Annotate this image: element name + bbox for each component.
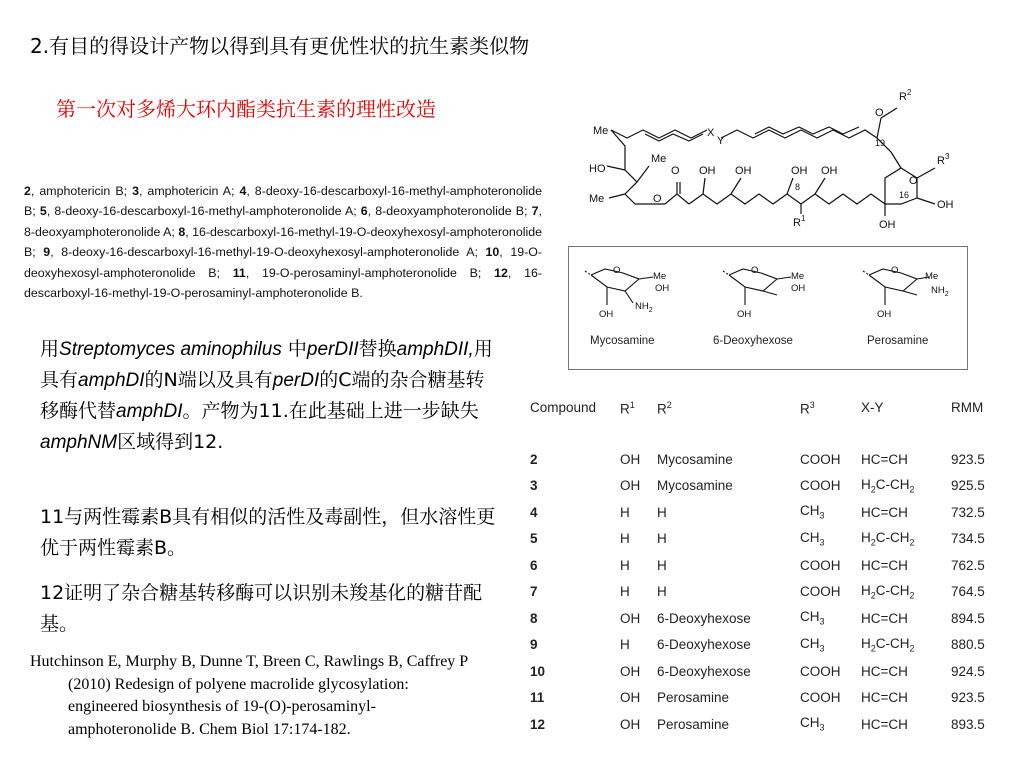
sugar-label: O — [751, 265, 759, 276]
table-row — [530, 499, 1000, 526]
sugar-name-6-deoxyhexose: 6-Deoxyhexose — [713, 335, 793, 347]
structure-label: 19 — [875, 138, 886, 148]
cell-r2: H — [657, 584, 667, 600]
paragraph-activity: 11与两性霉素B具有相似的活性及毒副性，但水溶性更优于两性霉素B。 — [40, 506, 496, 559]
cell-compound: 2 — [530, 451, 538, 467]
p1-text: 区域得到12. — [117, 431, 224, 453]
cell-rmm: 734.5 — [951, 531, 985, 547]
structure-label: 16 — [899, 190, 910, 200]
sugar-structures-panel — [568, 246, 968, 370]
cell-xy: $H_2C-CH_2$ — [861, 582, 915, 601]
sugar-label: O — [613, 265, 621, 276]
macrolide-structure-diagram — [585, 82, 965, 242]
sugar-label: Me — [791, 271, 805, 282]
cell-r3: COOH — [800, 478, 841, 494]
sugar-label: O — [891, 265, 899, 276]
table-row — [530, 579, 1000, 606]
cell-compound: 7 — [530, 584, 538, 600]
cell-r2: H — [657, 504, 667, 520]
cell-r3: COOH — [800, 584, 841, 600]
cell-r2: H — [657, 557, 667, 573]
caption-compound-number: 2 — [24, 184, 31, 198]
cell-xy: HC=CH — [861, 690, 908, 706]
sugar-name-perosamine: Perosamine — [867, 335, 929, 347]
cell-r2: 6-Deoxyhexose — [657, 663, 751, 679]
structure-label: O — [671, 165, 680, 177]
table-header-row — [530, 400, 1000, 428]
structure-label: OH — [699, 165, 716, 177]
p1-text: 替换 — [358, 338, 397, 360]
paragraph-conclusion: 12证明了杂合糖基转移酶可以识别未羧基化的糖苷配基。 — [40, 582, 483, 635]
compound-table — [530, 400, 1000, 738]
cell-rmm: 764.5 — [951, 584, 985, 600]
cell-xy: HC=CH — [861, 663, 908, 679]
cell-r1: OH — [620, 690, 641, 706]
cell-xy: $H_2C-CH_2$ — [861, 529, 915, 548]
p1-text: 用 — [40, 338, 60, 360]
p1-text: 中 — [281, 338, 307, 360]
caption-compound-number: 11 — [232, 265, 246, 280]
cell-rmm: 893.5 — [951, 716, 985, 732]
cell-r2: Mycosamine — [657, 451, 733, 467]
caption-compound-name: , 16-descarboxyl-16-methyl-19-O-perosaminyl-amphoteronolide B. — [24, 265, 542, 301]
cell-r1: OH — [620, 663, 641, 679]
slide-title: 2.有目的得设计产物以得到具有更优性状的抗生素类似物 — [30, 34, 530, 58]
table-row — [530, 711, 1000, 738]
structure-label: O — [653, 193, 662, 205]
table-row — [530, 552, 1000, 579]
structure-label: OH — [735, 165, 752, 177]
caption-compound-number: 4 — [239, 184, 247, 198]
p1-text: 的C端的杂合糖基转移酶代替 — [40, 369, 485, 422]
cell-compound: 9 — [530, 637, 538, 653]
cell-r1: OH — [620, 610, 641, 626]
structure-label: $R^3$ — [937, 152, 950, 167]
p1-gene: amphNM — [40, 432, 118, 453]
cell-r1: H — [620, 584, 630, 600]
p1-gene: perDII — [306, 339, 359, 360]
caption-compound-name: , amphotericin B; — [30, 184, 133, 198]
caption-compound-name: , 8-deoxy-16-descarboxyl-16-methyl-amphoteronolide A; — [46, 204, 361, 219]
cell-r2: Perosamine — [657, 690, 730, 706]
table-row — [530, 685, 1000, 712]
table-row — [530, 632, 1000, 659]
structure-label: 8 — [795, 182, 801, 192]
structure-label: O — [875, 107, 884, 119]
cell-compound: 5 — [530, 531, 538, 547]
p1-text: 。产物为11.在此基础上进一步缺失 — [182, 400, 479, 422]
caption-compound-name: , 19-O-perosaminyl-amphoteronolide B; — [245, 265, 495, 280]
caption-compound-number: 10 — [485, 245, 500, 260]
cell-xy: $H_2C-CH_2$ — [861, 635, 915, 654]
cell-xy: HC=CH — [861, 716, 908, 732]
caption-compound-number: 3 — [132, 184, 139, 198]
cell-compound: 4 — [530, 504, 538, 520]
header-rmm: RMM — [951, 400, 984, 415]
slide-subtitle: 第一次对多烯大环内酯类抗生素的理性改造 — [56, 97, 436, 121]
cell-rmm: 880.5 — [951, 637, 985, 653]
structure-label: OH — [791, 165, 808, 177]
cell-r3: COOH — [800, 557, 841, 573]
cell-r1: H — [620, 557, 630, 573]
p1-text: 的N端以及具有 — [144, 369, 273, 391]
cell-rmm: 925.5 — [951, 478, 985, 494]
sugar-label: OH — [791, 283, 806, 294]
cell-r3: COOH — [800, 663, 841, 679]
cell-r3: $CH_3$ — [800, 609, 825, 628]
cell-r3: COOH — [800, 451, 841, 467]
cell-xy: HC=CH — [861, 610, 908, 626]
cell-r2: 6-Deoxyhexose — [657, 637, 751, 653]
caption-compound-name: , 16-descarboxyl-16-methyl-19-O-deoxyhexosyl-amphoteronolide B; — [24, 224, 542, 260]
caption-compound-number: 9 — [43, 245, 51, 260]
cell-compound: 12 — [530, 716, 546, 732]
caption-compound-name: , 8-deoxy-16-descarboxyl-16-methyl-amphoteronolide B; — [24, 184, 542, 219]
p1-gene: amphDI — [78, 370, 145, 391]
sugar-label: $NH_2$ — [931, 285, 949, 298]
caption-compound-name: , 8-deoxyamphoteronolide B; — [367, 204, 532, 219]
caption-compound-number: 12 — [494, 265, 508, 280]
p1-species: Streptomyces aminophilus — [59, 339, 282, 360]
paragraph-gene-swap — [40, 334, 500, 458]
figure-caption — [24, 181, 542, 303]
structure-label: Me — [593, 125, 609, 137]
cell-r3: $CH_3$ — [800, 503, 825, 522]
caption-compound-name: , 8-deoxyamphoteronolide A; — [24, 204, 542, 239]
header-xy: X-Y — [861, 400, 884, 415]
cell-rmm: 923.5 — [951, 451, 985, 467]
caption-compound-number: 8 — [178, 224, 186, 239]
cell-r3: $CH_3$ — [800, 715, 825, 734]
structure-label: $R^1$ — [793, 214, 806, 229]
cell-rmm: 923.5 — [951, 690, 985, 706]
structure-label: Me — [651, 153, 667, 165]
header-compound: Compound — [530, 400, 597, 415]
cell-rmm: 732.5 — [951, 504, 985, 520]
cell-r1: H — [620, 531, 630, 547]
cell-compound: 8 — [530, 610, 538, 626]
cell-r3: $CH_3$ — [800, 529, 825, 548]
caption-compound-name: , 8-deoxy-16-descarboxyl-16-methyl-19-O-deoxyhexosyl-amphoteronolide A; — [50, 245, 486, 260]
cell-r3: COOH — [800, 690, 841, 706]
cell-compound: 10 — [530, 663, 546, 679]
structure-label: OH — [821, 165, 838, 177]
sugar-label: Me — [925, 271, 939, 282]
caption-compound-name: , 19-O-deoxyhexosyl-amphoteronolide B; — [24, 245, 542, 280]
caption-compound-number: 6 — [360, 204, 368, 219]
table-row — [530, 658, 1000, 685]
cell-rmm: 762.5 — [951, 557, 985, 573]
sugar-name-mycosamine: Mycosamine — [590, 335, 655, 347]
sugar-label: OH — [877, 309, 892, 320]
cell-xy: HC=CH — [861, 557, 908, 573]
sugar-label: $NH_2$ — [635, 301, 653, 314]
sugar-label: OH — [655, 283, 670, 294]
header-r1: $R^1$ — [620, 400, 635, 417]
cell-compound: 6 — [530, 557, 538, 573]
p1-gene: amphDII, — [396, 339, 474, 360]
table-row — [530, 605, 1000, 632]
sugar-label: OH — [599, 309, 614, 320]
cell-r2: 6-Deoxyhexose — [657, 610, 751, 626]
cell-xy: $H_2C-CH_2$ — [861, 476, 915, 495]
cell-xy: HC=CH — [861, 504, 908, 520]
table-row — [530, 428, 1000, 473]
structure-label: OH — [937, 199, 954, 211]
cell-r2: Perosamine — [657, 716, 730, 732]
caption-compound-number: 7 — [531, 204, 539, 219]
cell-compound: 3 — [530, 478, 538, 494]
p1-text: 用具有 — [40, 338, 493, 391]
structure-label: Y — [717, 135, 725, 147]
sugar-label: OH — [737, 309, 752, 320]
cell-rmm: 894.5 — [951, 610, 985, 626]
structure-label: HO — [589, 163, 606, 175]
structure-label: X — [707, 127, 715, 139]
cell-r1: H — [620, 504, 630, 520]
table-row — [530, 526, 1000, 553]
cell-r1: OH — [620, 716, 641, 732]
cell-rmm: 924.5 — [951, 663, 985, 679]
structure-label: O — [909, 175, 918, 187]
p1-gene: perDI — [272, 370, 320, 391]
cell-r1: OH — [620, 478, 641, 494]
caption-compound-name: , amphotericin A; — [138, 184, 240, 198]
cell-r2: Mycosamine — [657, 478, 733, 494]
cell-compound: 11 — [530, 690, 545, 706]
header-r3: $R^3$ — [800, 400, 815, 417]
table-row — [530, 473, 1000, 500]
cell-r1: OH — [620, 451, 641, 467]
cell-r2: H — [657, 531, 667, 547]
caption-compound-number: 5 — [39, 204, 47, 219]
cell-xy: HC=CH — [861, 451, 908, 467]
cell-r3: $CH_3$ — [800, 635, 825, 654]
p1-gene: amphDI — [116, 401, 183, 422]
structure-label: Me — [589, 193, 605, 205]
structure-label: OH — [879, 219, 896, 231]
sugar-drawings — [569, 247, 967, 369]
sugar-label: Me — [653, 271, 667, 282]
reference-citation: Hutchinson E, Murphy B, Dunne T, Breen C, Rawlings B, Caffrey P (2010) Redesign of polyene macrolide glycosylation: engineered biosynthesis of 19-(O)-perosaminyl-amphoteronolide B. Chem Biol 17:174-182. — [30, 653, 468, 738]
header-r2: $R^2$ — [657, 400, 672, 417]
cell-r1: H — [620, 637, 630, 653]
structure-label: $R^2$ — [899, 88, 912, 103]
